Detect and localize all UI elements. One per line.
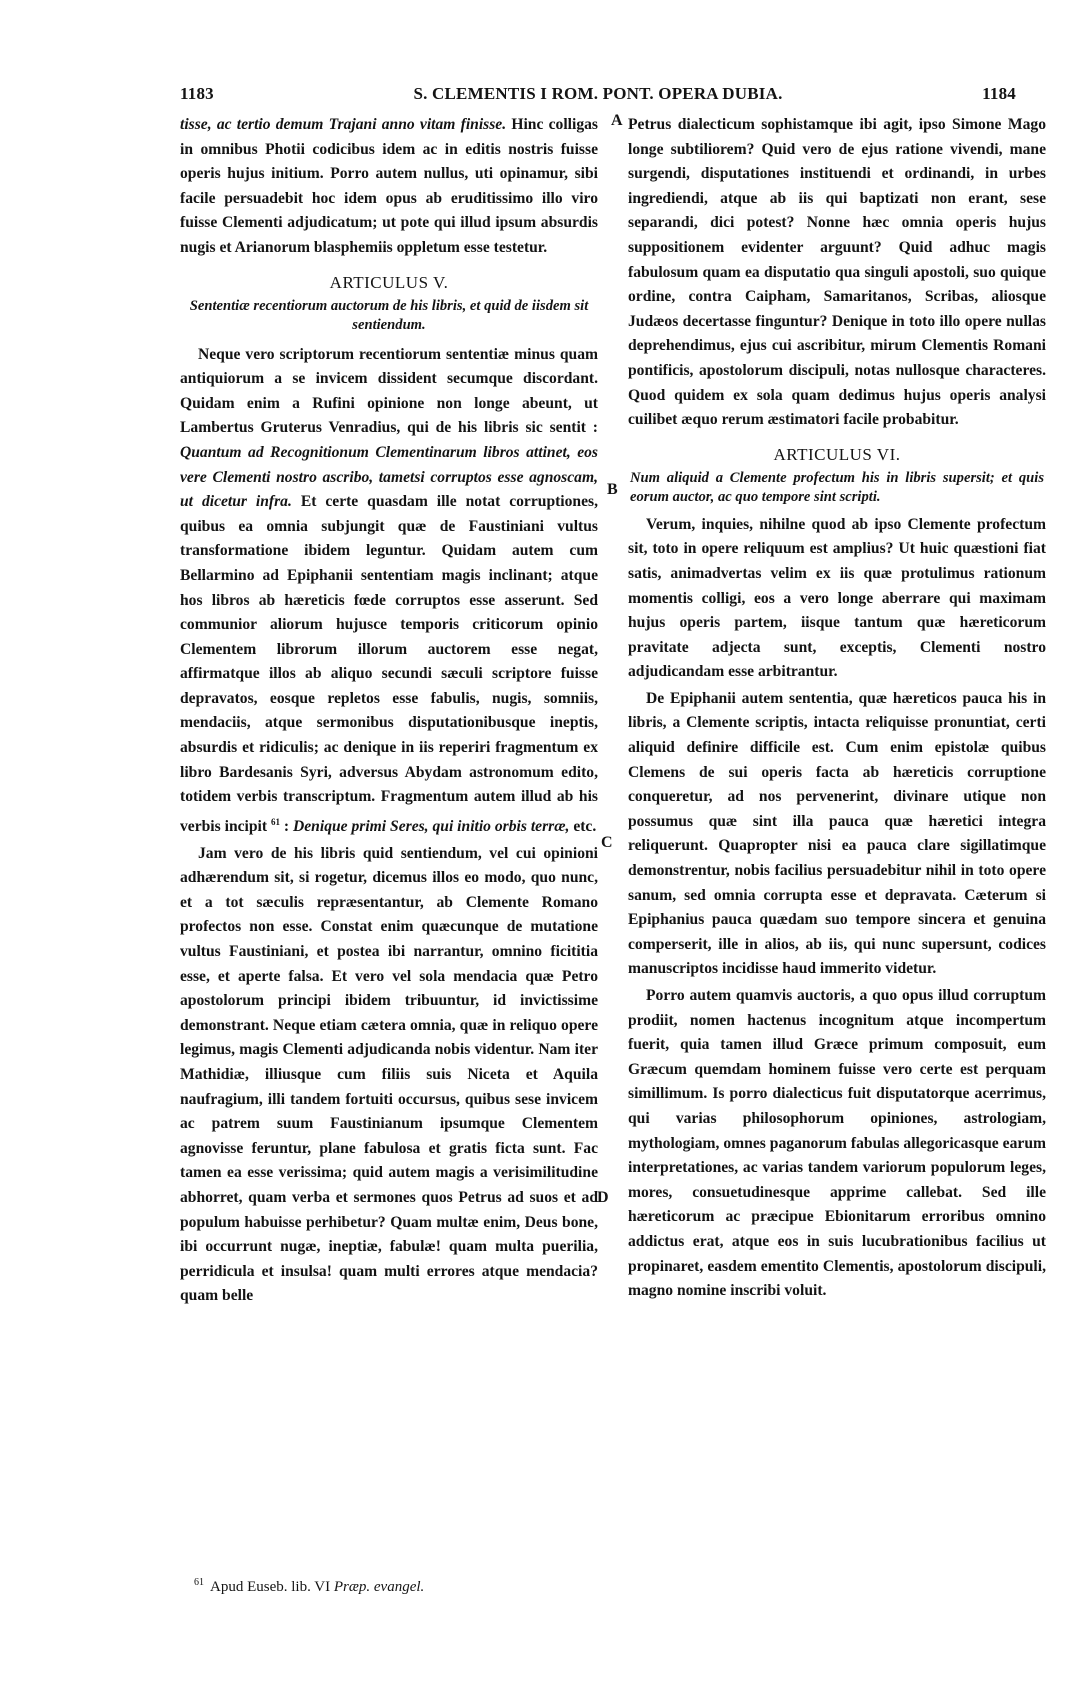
right-column: [628, 113, 1046, 1304]
paragraph-text: Et certe quasdam ille notat corruptiones, quibus ea omnia subjungit quæ de Faustiniani vultus transformatione ibidem leguntur. Quidam autem cum Bellarmino ad Epiphanii sententiam magis inclinant; atque hos libros ab hæreticis fœde corruptos esse asserunt. Sed communior aliorum hujusce temporis criticorum opinio Clementem librorum illorum auctorem esse negat, affirmatque illos ab aliquo secundi sæculi scriptore fuisse depravatos, eosque repletos esse fabulis, nugis, somniis, mendaciis, atque sermonibus disputationibusque ineptis, absurdis et ridiculis; ac denique in iis reperiri fragmentum ex libro Bardesanis Syri, adversus Abydam astronomum edito, totidem verbis transcriptum. Fragmentum autem illud ab his verbis incipit: [180, 493, 598, 836]
footnote-text: Apud Euseb. lib. VI: [210, 1579, 331, 1595]
page-number-right: 1184: [982, 84, 1016, 103]
intro-paragraph: [180, 113, 598, 261]
paragraph-text: Neque vero scriptorum recentiorum sententiæ minus quam antiquiorum a se invicem dissident secumque discordant. Quidam enim a Rufini opinione non longe abeunt, ut Lambertus Gruterus Venradius, qui de his libris sic sentit :: [180, 345, 598, 437]
footnote-italic: Præp. evangel.: [333, 1579, 425, 1595]
intro-text: Hinc colligas in omnibus Photii codicibus idem ac in editis nostris fuisse operis hujus initium. Porro autem nullus, uti opinamur, sibi facile persuadebit hoc idem opus ab eruditissimo illo viro fuisse Clementi adjudicatum; ut pote qui illud ipsum absurdis nugis et Arianorum blasphemiis oppletum esse testetur.: [180, 116, 598, 256]
article-vi-paragraph-1: Verum, inquies, nihilne quod ab ipso Clemente profectum sit, toto in opere reliquum est amplius? Ut huic quæstioni fiat satis, animadvertas velim ex iis quæ protulimus rationum momentis colligi, eos a vero longe aberrare qui maximam hujus operis partem, iisque tantum quæ hæreticorum pravitate adjecta sunt, exceptis, Clementi nostro adjudicandam esse arbitrantur.: [628, 515, 1046, 681]
article-v-subtitle: Sententiæ recentiorum auctorum de his libris, et quid de iisdem sit sentiendum.: [189, 297, 589, 333]
paragraph-text: etc.: [573, 818, 597, 836]
bardesanes-quote: Denique primi Seres, qui initio orbis terræ,: [293, 818, 570, 836]
article-v-paragraph-1: [180, 343, 598, 840]
left-column: [180, 113, 598, 1309]
margin-marker-d: D: [597, 1189, 609, 1206]
footnote-number: 61: [194, 1577, 204, 1588]
article-v-heading: ARTICULUS V.: [329, 272, 449, 292]
paragraph-text: :: [283, 818, 290, 836]
page-number-left: 1183: [180, 84, 214, 103]
gruterus-quote: Quantum ad Recognitionum Clementinarum libros attinet, eos vere Clementi nostro ascribo, tametsi corruptos esse agnoscam, ut dicetur infra.: [180, 443, 598, 511]
article-vi-subtitle: Num aliquid a Clemente profectum his in libris supersit; et quis eorum auctor, ac quo tempore sint scripti.: [630, 469, 1044, 505]
article-vi-paragraph-2: De Epiphanii autem sententia, quæ hæreticos pauca his in libris, a Clemente scriptis, intacta reliquisse pronuntiat, certi aliquid definire difficile est. Cum enim epistolæ quibus Clemens de sui operis facta ab hæreticis corruptione conqueretur, ad nos pervenerint, divinare utique non possumus quæ sint illa pauca quæ hæretici integra reliquerunt. Quapropter nisi ea pauca clare sigillatimque demonstrentur, nobis facilius persuadebitur nihil in toto opere sanum, sed omnia corrupta esse et depravata. Cæterum si Epiphanius pauca quædam suo tempore sincera et genuina comperserit, ille in alios, ab iis, qui nunc supersunt, codices manuscriptos incidisse haud immerito videtur.: [628, 689, 1046, 978]
article-vi-paragraph-3: Porro autem quamvis auctoris, a quo opus illud corruptum prodiit, nomen hactenus incognitum atque incompertum fuerit, quia tamen illud Græce primum composuit, eum Græcum quemdam hominem fuisse vero certe est perquam simillimum. Is porro dialecticus fuit disputatorque acerrimus, qui varias philosophorum opiniones, astrologiam, mythologiam, omnes paganorum fabulas allegoricasque earum interpretationes, ac varias tandem variorum populorum leges, mores, consuetudinesque apprime callebat. Sed ille hæreticorum ac præcipue Ebionitarum erroribus omnino addictus erat, atque eos in suis lucubrationibus facilius ut propinaret, easdem ementito Clementis, apostolorum discipuli, magno nomine inscribi voluit.: [628, 987, 1046, 1300]
margin-marker-a: A: [611, 112, 623, 129]
footnote-reference: 61: [270, 816, 280, 827]
article-vi-heading: ARTICULUS VI.: [773, 444, 901, 464]
footnote: [194, 1573, 612, 1597]
continued-paragraph: Petrus dialecticum sophistamque ibi agit, ipso Simone Mago longe subtiliorem? Quid vero de ejus ratione vivendi, mane surgendi, disputationes instituendi et ordinandi, in urbes ingrediendi, atque ab iis qui baptizati non erant, sese separandi, dici potest? Nonne hæc omnia operis hujus suppositionem evidenter arguunt? Quid adhuc magis fabulosum quam ea disputatio qua singuli apostoli, suo quique ordine, contra Caipham, Samaritanos, Scribas, aliosque Judæos decertasse finguntur? Denique in toto illo opere nullas deprehendimus, ejus cui ascribitur, mirum Clementis Romani pontificis, apostolorum discipuli, notas nullosque characteres. Quod quidem ex sola quam dedimus hujus operis analysi cuilibet æquo rerum æstimatori facile probabitur.: [628, 116, 1046, 429]
running-title: S. CLEMENTIS I ROM. PONT. OPERA DUBIA.: [413, 84, 783, 103]
article-v-paragraph-2: Jam vero de his libris quid sentiendum, vel cui opinioni adhærendum sit, si rogetur, dicemus illos eo modo, quo nunc, et a tot sæculis repræsentantur, ab Clemente Romano profectos non esse. Constat enim quæcunque de mutatione vultus Faustiniani, et postea ibi narrantur, omnino ficititia esse, et aperte falsa. Et vero vel sola mendacia quæ Petro apostolorum principi ibidem tribuuntur, id invictissime demonstrant. Neque etiam cætera omnia, quæ in reliquo opere legimus, magis Clementi adjudicanda nobis videntur. Nam iter Mathidiæ, illiusque cum filiis suis Niceta et Aquila naufragium, illi tandem fortuiti occursus, quibus sese invicem ac patrem suum Faustinianum ipsumque Clementem agnovisse feruntur, plane fabulosa et gratis ficta sunt. Fac tamen ea esse verissima; quid autem magis a verisimilitudine abhorret, quam verba et sermones quos Petrus ad suos et ad populum habuisse perhibetur? Quam multæ enim, Deus bone, ibi occurrunt nugæ, ineptiæ, fabulæ! quam multa puerilia, perridicula et insulsa! quam multi errores atque mendacia? quam belle: [180, 844, 598, 1305]
intro-italic-text: tisse, ac tertio demum Trajani anno vitam finisse.: [180, 116, 507, 133]
margin-marker-b: B: [607, 481, 618, 498]
running-header: [180, 84, 1016, 108]
margin-marker-c: C: [601, 834, 613, 851]
